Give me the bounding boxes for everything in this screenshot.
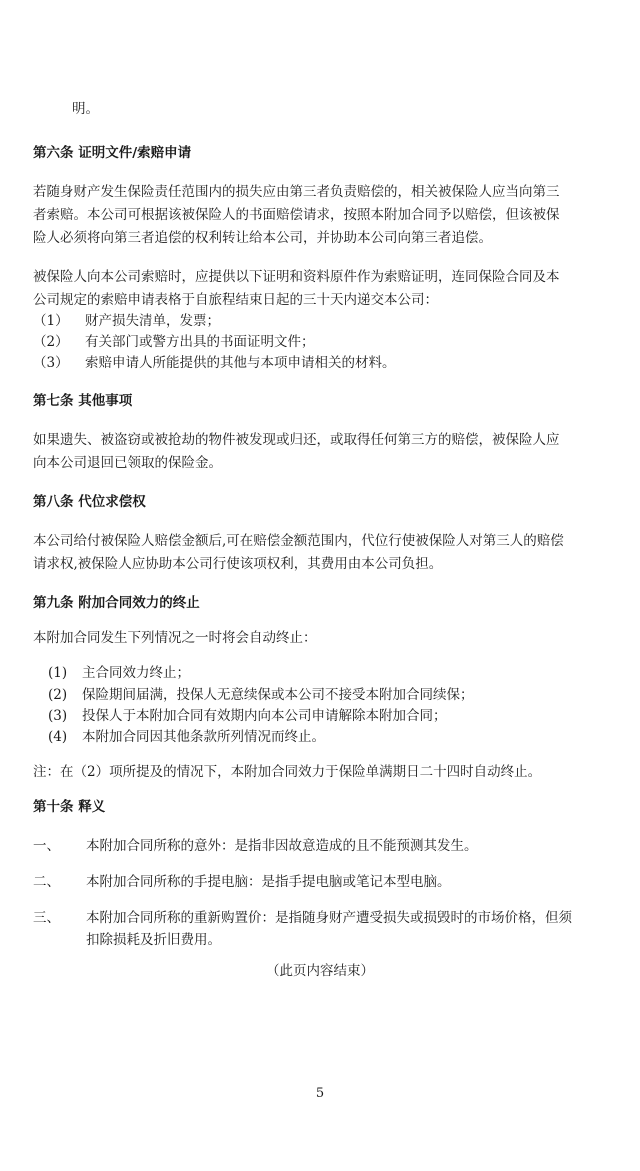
list-item-number: 二、 xyxy=(33,874,60,890)
article-7-heading: 第七条 其他事项 xyxy=(33,393,133,409)
list-item xyxy=(33,909,572,927)
article-8-heading: 第八条 代位求偿权 xyxy=(33,494,146,510)
list-item-text: 本附加合同所称的重新购置价：是指随身财产遭受损失或损毁时的市场价格，但须 xyxy=(86,910,572,926)
list-item-text: 本附加合同所称的手提电脑：是指手提电脑或笔记本型电脑。 xyxy=(86,874,451,890)
list-item xyxy=(33,333,315,351)
list-item xyxy=(33,354,396,372)
list-item xyxy=(48,728,325,746)
continuation-text: 明。 xyxy=(72,101,99,117)
list-item xyxy=(48,686,474,704)
list-item-text: 保险期间届满，投保人无意续保或本公司不接受本附加合同续保； xyxy=(82,687,474,703)
list-item-text: 投保人于本附加合同有效期内向本公司申请解除本附加合同； xyxy=(82,708,447,724)
list-item-number: （1） xyxy=(33,313,69,329)
list-item-number: (1) xyxy=(48,665,68,681)
article-7-para-line-2: 向本公司退回已领取的保险金。 xyxy=(33,455,222,471)
list-item-text: 本附加合同所称的意外：是指非因故意造成的且不能预测其发生。 xyxy=(86,838,478,854)
list-item-text: 财产损失清单，发票； xyxy=(85,313,220,329)
list-item xyxy=(48,664,190,682)
list-item xyxy=(33,873,451,891)
list-item-number: 一、 xyxy=(33,838,60,854)
list-item-text: 本附加合同因其他条款所列情况而终止。 xyxy=(82,729,325,745)
article-6-para-1-line-2: 者索赔。本公司可根据该被保险人的书面赔偿请求，按照本附加合同予以赔偿，但该被保 xyxy=(33,207,560,223)
article-6-para-2-line-2: 公司规定的索赔申请表格于自旅程结束日起的三十天内递交本公司： xyxy=(33,292,438,308)
article-10-heading: 第十条 释义 xyxy=(33,799,106,815)
article-6-para-1-line-1: 若随身财产发生保险责任范围内的损失应由第三者负责赔偿的，相关被保险人应当向第三 xyxy=(33,184,560,200)
article-9-heading: 第九条 附加合同效力的终止 xyxy=(33,595,200,611)
page-number: 5 xyxy=(315,1086,325,1101)
list-item xyxy=(33,312,220,330)
article-6-para-1-line-3: 险人必须将向第三者追偿的权利转让给本公司，并协助本公司向第三者追偿。 xyxy=(33,230,492,246)
list-item-continuation: 扣除损耗及折旧费用。 xyxy=(86,932,221,948)
list-item-text: 主合同效力终止； xyxy=(82,665,190,681)
article-9-note: 注：在（2）项所提及的情况下，本附加合同效力于保险单满期日二十四时自动终止。 xyxy=(33,764,542,780)
list-item xyxy=(48,707,447,725)
article-7-para-line-1: 如果遗失、被盗窃或被抢劫的物件被发现或归还，或取得任何第三方的赔偿，被保险人应 xyxy=(33,432,560,448)
list-item-number: （3） xyxy=(33,355,69,371)
list-item xyxy=(33,837,478,855)
list-item-number: 三、 xyxy=(33,910,60,926)
list-item-number: (3) xyxy=(48,708,68,724)
article-8-para-line-1: 本公司给付被保险人赔偿金额后,可在赔偿金额范围内，代位行使被保险人对第三人的赔偿 xyxy=(33,533,564,549)
article-8-para-line-2: 请求权,被保险人应协助本公司行使该项权利，其费用由本公司负担。 xyxy=(33,556,443,572)
article-9-intro: 本附加合同发生下列情况之一时将会自动终止： xyxy=(33,630,317,646)
article-6-heading: 第六条 证明文件/索赔申请 xyxy=(33,145,192,161)
list-item-number: (2) xyxy=(48,687,68,703)
end-of-page-note: （此页内容结束） xyxy=(266,963,374,979)
list-item-number: （2） xyxy=(33,334,69,350)
list-item-text: 有关部门或警方出具的书面证明文件； xyxy=(85,334,315,350)
article-6-para-2-line-1: 被保险人向本公司索赔时，应提供以下证明和资料原件作为索赔证明，连同保险合同及本 xyxy=(33,269,560,285)
list-item-text: 索赔申请人所能提供的其他与本项申请相关的材料。 xyxy=(85,355,396,371)
list-item-number: (4) xyxy=(48,729,68,745)
